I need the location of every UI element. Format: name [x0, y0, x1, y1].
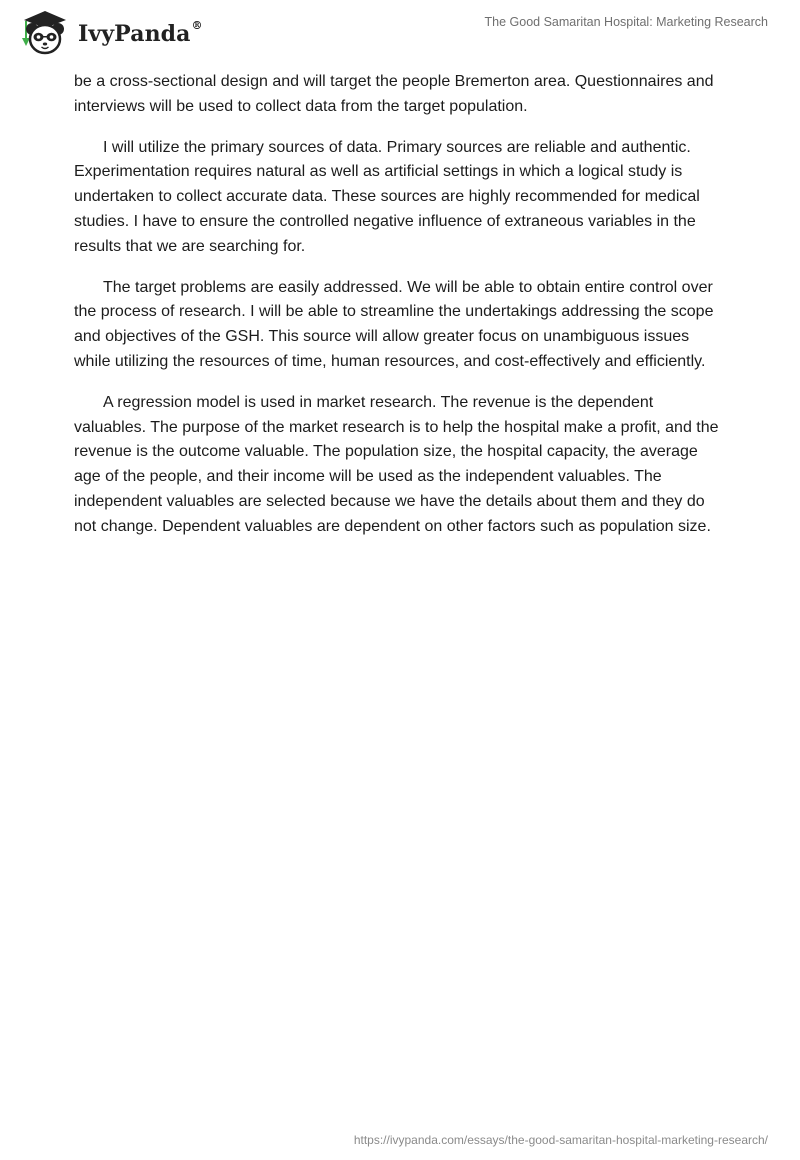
paragraph-2: I will utilize the primary sources of data. Primary sources are reliable and authentic. Experimentation requires natural as well as artificial settings in which a logical study is undertaken to collect accurate data. These sources are highly recommended for medical studies. I have to ensure the controlled negative influence of extraneous variables in the results that we are searching for.	[74, 138, 700, 255]
panda-graduate-icon	[14, 8, 76, 58]
paragraph-3: The target problems are easily addressed. We will be able to obtain entire control over the process of research. I will be able to streamline the undertakings addressing the scope and objectives of the GSH. This source will allow greater focus on unambiguous issues while utilizing the resources of time, human resources, and cost-effectively and efficiently.	[74, 278, 714, 370]
registered-mark: ®	[191, 19, 203, 32]
paragraph-4: A regression model is used in market research. The revenue is the dependent valuables. The purpose of the market research is to help the hospital make a profit, and the revenue is the outcome valuable. The population size, the hospital capacity, the average age of the people, and their income will be used as the independent valuables. The independent valuables are selected because we have the details about them and they do not change. Dependent valuables are dependent on other factors such as population size.	[74, 393, 719, 535]
paragraph-1: be a cross-sectional design and will target the people Bremerton area. Questionnaires and interviews will be used to collect data from the target population.	[74, 73, 714, 115]
ivypanda-logo[interactable]	[14, 8, 203, 58]
brand-name: IvyPanda®	[78, 19, 203, 47]
essay-body	[74, 70, 724, 556]
source-url[interactable]: https://ivypanda.com/essays/the-good-samaritan-hospital-marketing-research/	[353, 1133, 768, 1147]
document-title: The Good Samaritan Hospital: Marketing Research	[484, 15, 768, 29]
page-header	[0, 0, 800, 64]
